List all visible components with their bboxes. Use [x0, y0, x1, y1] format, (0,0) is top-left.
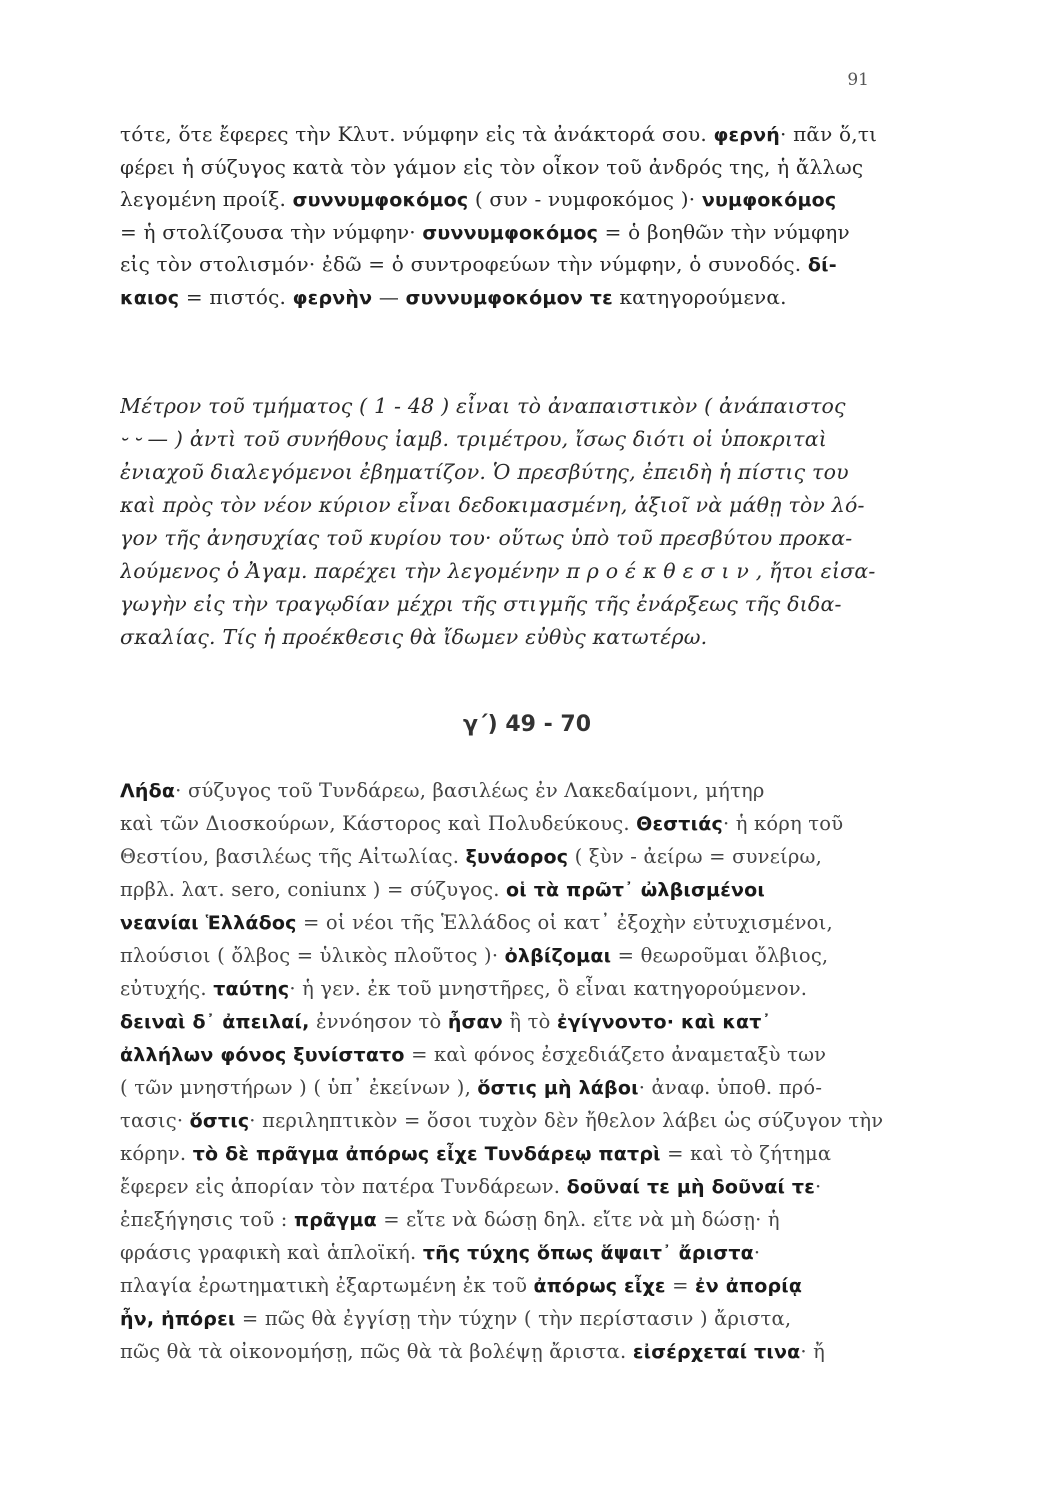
text-line	[120, 248, 900, 281]
text-segment: τότε, ὅτε ἔφερες τὴν Κλυτ. νύμφην εἰς τὰ ἀνάκτορά σου.	[120, 122, 714, 146]
text-segment: εὐτυχής.	[120, 977, 214, 1000]
text-line	[120, 1236, 910, 1269]
lemma-term: ἀπόρως εἶχε	[533, 1275, 666, 1297]
lemma-term: συννυμφοκόμος	[292, 189, 469, 211]
section-heading: γ΄) 49 - 70	[462, 712, 592, 737]
lemma-term: δειναὶ δ᾽ ἀπειλαί,	[120, 1011, 310, 1033]
commentary-paragraph	[120, 390, 900, 654]
lemma-term: ὅστις μὴ λάβοι	[477, 1077, 639, 1099]
text-segment: πλούσιοι ( ὄλβος = ὑλικὸς πλοῦτος )·	[120, 944, 505, 967]
text-line	[120, 151, 900, 184]
text-line	[120, 939, 910, 972]
text-line	[120, 1038, 910, 1071]
lemma-term: ἦσαν	[447, 1011, 503, 1033]
lemma-term: καιος	[120, 286, 180, 309]
text-segment: κόρην.	[120, 1142, 193, 1165]
text-segment: πλαγία ἐρωτηματικὴ ἐξαρτωμένη ἐκ τοῦ	[120, 1274, 534, 1297]
lemma-term: ξυνάορος	[465, 846, 569, 868]
text-line	[120, 807, 910, 840]
lemma-term: δί-	[807, 254, 837, 276]
text-segment: πρβλ. λατ. sero, coniunx ) = σύζυγος.	[120, 878, 507, 901]
text-line	[120, 183, 900, 216]
lemma-term: νυμφοκόμος	[701, 189, 837, 211]
text-segment: ( ξὺν - ἀείρω = συνείρω,	[568, 845, 823, 868]
text-segment: γωγὴν εἰς τὴν τραγῳδίαν μέχρι τῆς στιγμῆς τῆς ἐνάρξεως τῆς διδα-	[120, 592, 842, 616]
text-line	[120, 1335, 910, 1368]
text-segment: πῶς θὰ τὰ οἰκονομήσῃ, πῶς θὰ τὰ βολέψῃ ἄριστα.	[120, 1340, 633, 1363]
text-segment: καὶ τῶν Διοσκούρων, Κάστορος καὶ Πολυδεύκους.	[120, 812, 637, 835]
text-segment: λούμενος ὁ Ἀγαμ. παρέχει τὴν λεγομένην π ρ ο έ κ θ ε σ ι ν , ἤτοι εἰσα-	[120, 559, 876, 583]
text-segment: ·	[753, 1241, 761, 1264]
text-line	[120, 456, 900, 489]
text-line	[120, 1104, 910, 1137]
text-segment: Θεστίου, βασιλέως τῆς Αἰτωλίας.	[120, 845, 466, 868]
text-line	[120, 972, 910, 1005]
text-segment: τασις·	[120, 1109, 190, 1132]
text-segment: = ἡ στολίζουσα τὴν νύμφην·	[120, 219, 423, 244]
text-segment: λεγομένη προίξ.	[120, 187, 293, 211]
lemma-term: νεανίαι Ἑλλάδος	[120, 912, 297, 934]
text-line	[120, 522, 900, 555]
text-segment: · ἤ	[800, 1340, 826, 1363]
text-line	[120, 423, 900, 456]
text-segment: φέρει ἡ σύζυγος κατὰ τὸν γάμον εἰς τὸν οἶκον τοῦ ἀνδρός της, ἡ ἄλλως	[120, 154, 864, 179]
page-number: 91	[847, 70, 869, 90]
text-segment: = εἴτε νὰ δώσῃ δηλ. εἴτε νὰ μὴ δώσῃ· ἡ	[376, 1208, 780, 1231]
text-segment: ( τῶν μνηστήρων ) ( ὑπ᾽ ἐκείνων ),	[120, 1076, 478, 1099]
text-segment: · σύζυγος τοῦ Τυνδάρεω, βασιλέως ἐν Λακεδαίμονι, μήτηρ	[175, 779, 765, 802]
text-line	[120, 774, 910, 807]
text-segment: Μέτρον τοῦ τμήματος ( 1 - 48 ) εἶναι τὸ ἀναπαιστικὸν ( ἀνάπαιστος	[120, 394, 846, 418]
text-segment: · ἀναφ. ὑποθ. πρό-	[638, 1076, 823, 1099]
lemma-term: ἦν, ἠπόρει	[120, 1308, 236, 1330]
lemma-term: ἐγίγνοντο· καὶ κατ᾽	[556, 1011, 772, 1033]
lemma-term: ἐν ἀπορίᾳ	[695, 1275, 803, 1297]
lemma-term: τὸ δὲ πρᾶγμα ἀπόρως εἶχε Τυνδάρεῳ πατρὶ	[192, 1143, 661, 1165]
lemma-term: ὅστις	[189, 1110, 250, 1132]
text-segment: —	[372, 284, 406, 309]
text-line	[120, 281, 900, 314]
text-segment: = οἱ νέοι τῆς Ἑλλάδος οἱ κατ᾽ ἐξοχὴν εὐτυχισμένοι,	[296, 911, 833, 934]
lemma-term: Θεστιάς	[636, 813, 723, 835]
text-line	[120, 1071, 910, 1104]
text-segment: · περιληπτικὸν = ὅσοι τυχὸν δὲν ἤθελον λάβει ὡς σύζυγον τὴν	[249, 1109, 884, 1132]
text-segment: ⏑ ⏑ — ) ἀντὶ τοῦ συνήθους ἰαμβ. τριμέτρου, ἴσως διότι οἱ ὑποκριταὶ	[120, 427, 827, 451]
lemma-term: συννυμφοκόμον τε	[405, 286, 613, 309]
text-segment: εἰς τὸν στολισμόν· ἐδῶ = ὁ συντροφεύων τὴν νύμφην, ὁ συνοδός.	[120, 252, 808, 276]
text-segment: ( συν - νυμφοκόμος )·	[468, 187, 702, 211]
text-line	[120, 1269, 910, 1302]
lemma-term: εἰσέρχεταί τινα	[632, 1341, 801, 1363]
lemma-term: ὀλβίζομαι	[504, 945, 612, 967]
text-segment: ἐπεξήγησις τοῦ :	[120, 1208, 294, 1231]
text-segment: ἔφερεν εἰς ἀπορίαν τὸν πατέρα Τυνδάρεων.	[120, 1175, 567, 1198]
text-line	[120, 118, 900, 151]
lemma-term: φερνὴν	[292, 286, 373, 309]
text-line	[120, 555, 900, 588]
text-segment: · πᾶν ὅ,τι	[779, 122, 878, 146]
text-segment: = θεωροῦμαι ὄλβιος,	[611, 944, 829, 967]
lemma-term: συννυμφοκόμος	[422, 221, 599, 244]
text-segment: · ἡ κόρη τοῦ	[722, 812, 844, 835]
text-line	[120, 840, 910, 873]
text-segment: = ὁ βοηθῶν τὴν νύμφην	[598, 219, 850, 244]
text-segment: = πῶς θὰ ἐγγίσῃ τὴν τύχην ( τὴν περίστασιν ) ἄριστα,	[235, 1307, 792, 1330]
text-line	[120, 621, 900, 654]
text-segment: κατηγορούμενα.	[612, 284, 787, 309]
text-line	[120, 1203, 910, 1236]
text-segment: φράσις γραφικὴ καὶ ἁπλοϊκή.	[120, 1241, 423, 1264]
lemma-term: φερνή	[713, 124, 780, 146]
text-line	[120, 1005, 910, 1038]
lemma-term: ἀλλήλων φόνος ξυνίστατο	[120, 1044, 405, 1066]
text-line	[120, 1302, 910, 1335]
text-line	[120, 873, 910, 906]
text-segment: = καὶ τὸ ζήτημα	[660, 1142, 832, 1165]
lemma-term: ταύτης	[213, 978, 290, 1000]
text-segment: ἐνιαχοῦ διαλεγόμενοι ἐβηματίζον. Ὁ πρεσβύτης, ἐπειδὴ ἡ πίστις του	[120, 460, 849, 484]
glossary-block-1	[120, 118, 900, 313]
lemma-term: δοῦναί τε μὴ δοῦναί τε	[566, 1176, 816, 1198]
text-segment: ἢ τὸ	[502, 1010, 557, 1033]
text-segment: = πιστός.	[179, 284, 293, 309]
text-line	[120, 489, 900, 522]
text-line	[120, 216, 900, 249]
lemma-term: πρᾶγμα	[293, 1209, 377, 1231]
text-segment: · ἡ γεν. ἐκ τοῦ μνηστῆρες, ὃ εἶναι κατηγορούμενον.	[289, 977, 808, 1000]
glossary-block-2	[120, 774, 910, 1368]
text-segment: =	[665, 1274, 696, 1297]
text-segment: σκαλίας. Τίς ἡ προέκθεσις θὰ ἴδωμεν εὐθὺς κατωτέρω.	[120, 625, 708, 649]
text-line	[120, 906, 910, 939]
text-line	[120, 1170, 910, 1203]
text-segment: καὶ πρὸς τὸν νέον κύριον εἶναι δεδοκιμασμένη, ἀξιοῖ νὰ μάθῃ τὸν λό-	[120, 493, 865, 517]
text-line	[120, 390, 900, 423]
text-segment: γον τῆς ἀνησυχίας τοῦ κυρίου του· οὕτως ὑπὸ τοῦ πρεσβύτου προκα-	[120, 526, 853, 550]
lemma-term: τῆς τύχης ὅπως ἅψαιτ᾽ ἄριστα	[422, 1242, 754, 1264]
lemma-term: οἱ τὰ πρῶτ᾽ ὠλβισμένοι	[506, 879, 765, 901]
lemma-term: Λήδα	[120, 780, 176, 802]
text-line	[120, 1137, 910, 1170]
text-line	[120, 588, 900, 621]
text-segment: = καὶ φόνος ἐσχεδιάζετο ἀναμεταξὺ των	[404, 1043, 827, 1066]
text-segment: ·	[815, 1175, 822, 1198]
text-segment: ἐννόησον τὸ	[309, 1010, 448, 1033]
